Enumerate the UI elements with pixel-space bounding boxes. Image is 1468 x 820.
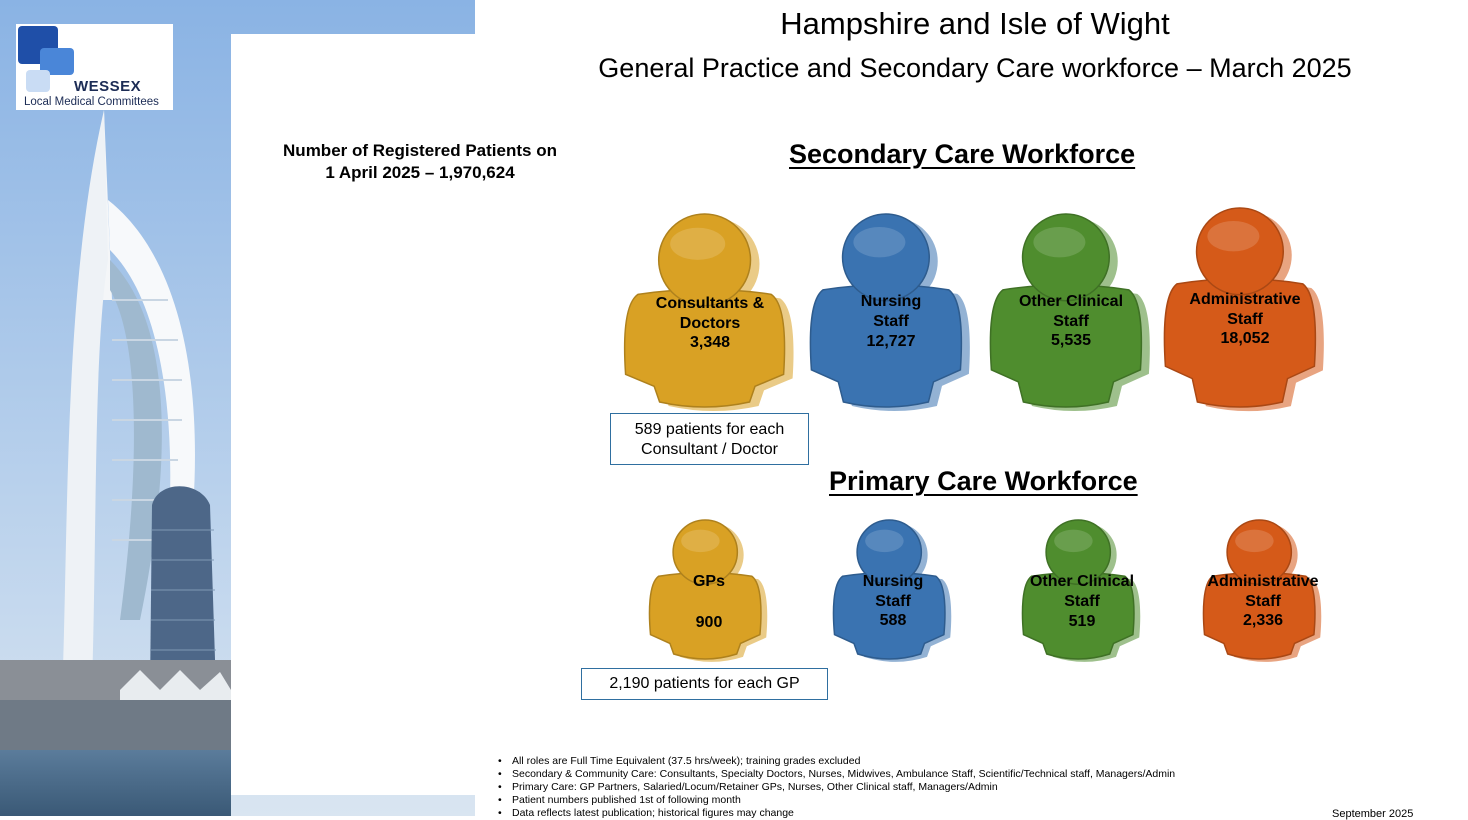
footnote-item: • Secondary & Community Care: Consultants, Specialty Doctors, Nurses, Midwives, Ambulance Staff, Scientific/Technical staff, Managers/Admin [498,768,1175,781]
group-value: 900 [695,614,723,631]
gp-ratio-box: 2,190 patients for each GP [581,668,828,700]
page-title: Hampshire and Isle of Wight [780,6,1170,41]
group-label-line2: Staff [873,313,909,330]
page-subtitle: General Practice and Secondary Care workforce – March 2025 [598,53,1352,83]
group-label-line1: Other Clinical [1029,573,1135,590]
group-label-line2: Staff [875,593,911,610]
group-label-line1: Administrative [1207,573,1319,590]
consultant-ratio-line1: 589 patients for each [634,421,785,438]
group-label-line1: GPs [692,573,725,590]
secondary-group-administrative [1160,206,1330,412]
primary-group-gps [646,518,772,664]
primary-group-administrative [1200,518,1326,664]
group-label-line1: Administrative [1189,291,1301,308]
secondary-group-consultants [620,212,800,412]
footnote-item: • Patient numbers published 1st of following month [498,794,1175,807]
secondary-group-other-clinical [986,212,1156,412]
group-label-line2: Staff [1245,593,1281,610]
group-value: 519 [1068,613,1096,630]
consultant-ratio-box [610,413,809,465]
group-value: 18,052 [1220,330,1270,347]
primary-group-other-clinical [1019,518,1145,664]
group-value: 588 [879,612,907,629]
footnote-item: • Data reflects latest publication; historical figures may change [498,807,1175,820]
secondary-care-title: Secondary Care Workforce [789,139,1136,169]
group-label-line1: Nursing [860,293,922,310]
group-value: 3,348 [689,334,731,351]
registered-patients [262,140,578,184]
group-label-line2: Doctors [679,315,741,332]
secondary-group-nursing [806,212,976,412]
group-label-line2: Staff [1227,311,1263,328]
wessex-lmc-logo [16,24,173,110]
primary-care-title: Primary Care Workforce [829,466,1138,496]
group-label-line1: Nursing [862,573,924,590]
footnote-item: • All roles are Full Time Equivalent (37.5 hrs/week); training grades excluded [498,755,1175,768]
footnote-item: • Primary Care: GP Partners, Salaried/Locum/Retainer GPs, Nurses, Other Clinical staff, Managers/Admin [498,781,1175,794]
primary-group-nursing [830,518,956,664]
group-value: 2,336 [1242,612,1284,629]
group-value: 5,535 [1050,332,1092,349]
group-label-line1: Other Clinical [1018,293,1124,310]
footnotes-list [498,755,1175,820]
publication-date: September 2025 [1332,808,1414,820]
group-label-line1: Consultants & [655,295,765,312]
consultant-ratio-line2: Consultant / Doctor [641,441,778,458]
group-label-line2: Staff [1064,593,1100,610]
registered-patients-line2: 1 April 2025 – 1,970,624 [325,163,515,182]
group-label-line2: Staff [1053,313,1089,330]
logo-subtitle: Local Medical Committees [24,96,159,108]
logo-wordmark: WESSEX [74,78,142,95]
registered-patients-line1: Number of Registered Patients on [283,141,557,160]
group-value: 12,727 [866,333,916,350]
